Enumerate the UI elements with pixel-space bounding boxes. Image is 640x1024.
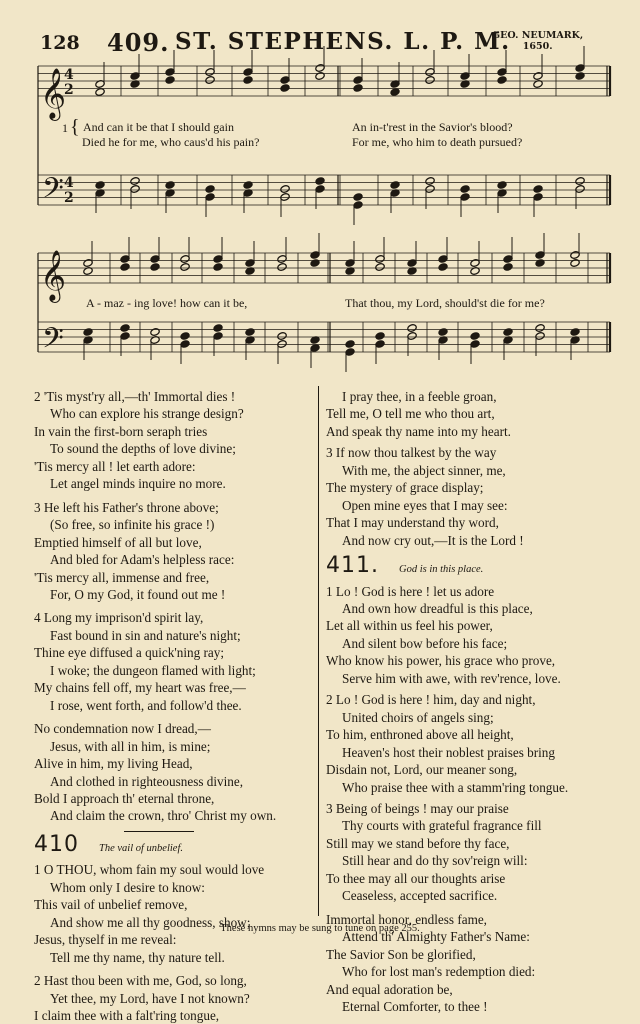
note-head [95, 181, 105, 190]
stanza-line: I rose, went forth, and follow'd thee. [50, 697, 242, 713]
note-head [497, 181, 507, 190]
stanza-first-line: 4 Long my imprison'd spirit lay, [34, 610, 204, 626]
stanza-line: Who for lost man's redemption died: [342, 964, 536, 980]
note-head [353, 84, 363, 93]
note-head [570, 259, 580, 268]
stanza-line: 'Tis mercy all, immense and free, [34, 569, 210, 585]
stanza-line: And clothed in righteousness divine, [50, 773, 244, 789]
stanza-line: Whom only I desire to know: [50, 879, 205, 895]
stanza-line: And bled for Adam's helpless race: [50, 552, 235, 568]
note-head [180, 332, 190, 341]
stanza-line: And now cry out,—It is the Lord ! [342, 532, 524, 548]
note-head [497, 76, 507, 85]
note-head [205, 76, 215, 85]
stanza-line: With me, the abject sinner, me, [342, 462, 506, 478]
stanza-line: Who know his power, his grace who prove, [326, 653, 556, 669]
brace: { [70, 116, 80, 138]
hymn-number: 410 [34, 831, 79, 857]
page-number: 128 [40, 32, 80, 54]
stanza-line: Disdain not, Lord, our meaner song, [326, 762, 518, 778]
note-head [120, 263, 130, 272]
stanza-line: Alive in him, my living Head, [34, 756, 193, 772]
lyric-line: A - maz - ing love! how can it be, [86, 296, 248, 310]
hymn-number: 409. [107, 28, 170, 57]
stanza-line: Tell me thy name, thy nature tell. [50, 949, 225, 965]
composer-year: 1650. [522, 41, 553, 52]
hymn-heading [326, 553, 616, 579]
note-head [277, 332, 287, 341]
hymn-subtitle: God is in this place. [398, 564, 484, 576]
note-head [213, 324, 223, 333]
tune-title: ST. STEPHENS. L. P. M. [175, 28, 511, 55]
stanza-first-line: 3 He left his Father's throne above; [34, 499, 219, 515]
stanza-line: Let angel minds inquire no more. [50, 476, 226, 492]
stanza-line: Who can explore his strange design? [50, 406, 244, 422]
time-signature: 4 [64, 175, 74, 191]
stanza-line: Jesus, with all in him, is mine; [50, 738, 211, 754]
hymn-number: 411. [326, 553, 379, 579]
note-head [345, 340, 355, 349]
music-score [0, 0, 640, 380]
note-head [503, 328, 513, 337]
stanza-line: Thy courts with grateful fragrance fill [342, 818, 542, 834]
note-head [120, 324, 130, 333]
note-head [535, 259, 545, 268]
note-head [470, 332, 480, 341]
note-head [438, 328, 448, 337]
stanza-line: (So free, so infinite his grace !) [50, 517, 215, 533]
hymn-heading [34, 831, 314, 857]
note-head [575, 177, 585, 186]
stanza-line: To thee may all our thoughts arise [326, 870, 506, 886]
treble-clef-icon: 𝄞 [40, 250, 67, 301]
stanza-first-line: No condemnation now I dread,— [34, 721, 211, 737]
right-column [326, 388, 616, 1015]
stanza-line: In vain the first-born seraph tries [34, 423, 208, 439]
note-head [150, 328, 160, 337]
stanza-line: Serve him with awe, with rev'rence, love. [342, 670, 561, 686]
stanza-line: United choirs of angels sing; [342, 709, 494, 725]
lyric-line: An in-t'rest in the Savior's blood? [352, 120, 513, 134]
note-head [575, 72, 585, 81]
stanza-line: Who praise thee with a stamm'ring tongue. [342, 779, 569, 795]
stanza-line: The Savior Son be glorified, [326, 946, 476, 962]
stanza-number: 1 [62, 121, 68, 135]
time-signature: 2 [64, 82, 74, 98]
lyric-line: And can it be that I should gain [83, 120, 234, 134]
stanza-line: Bold I approach th' eternal throne, [34, 790, 215, 806]
note-head [533, 185, 543, 194]
stanza-line: Eternal Comforter, to thee ! [342, 998, 488, 1014]
note-head [315, 72, 325, 81]
note-head [213, 263, 223, 272]
stanza-first-line: 2 'Tis myst'ry all,—th' Immortal dies ! [34, 389, 236, 404]
stanza-line: I woke; the dungeon flamed with light; [50, 662, 256, 678]
stanza-line: Attend th' Almighty Father's Name: [342, 929, 530, 945]
stanza-first-line: 1 O THOU, whom fain my soul would love [34, 862, 265, 878]
time-signature: 2 [64, 190, 74, 206]
note-head [425, 76, 435, 85]
note-head [165, 181, 175, 190]
lyric-line: That thou, my Lord, should'st die for me? [345, 296, 545, 310]
stanza-line: And silent bow before his face; [342, 635, 508, 651]
stanza-line: And own how dreadful is this place, [342, 600, 533, 616]
composer-name: GEO. NEUMARK, [492, 30, 584, 41]
stanza-line: And speak thy name into my heart. [326, 423, 511, 439]
note-head [353, 193, 363, 202]
stanza-line: Still may we stand before thy face, [326, 835, 510, 851]
stanza-line: 'Tis mercy all ! let earth adore: [34, 458, 196, 474]
stanza-first-line: I pray thee, in a feeble groan, [342, 389, 497, 404]
stanza-line: This vail of unbelief remove, [34, 897, 188, 913]
note-head [503, 263, 513, 272]
note-head [535, 324, 545, 333]
stanza-line: Heaven's host their noblest praises bring [342, 744, 555, 760]
note-head [280, 84, 290, 93]
note-head [438, 263, 448, 272]
footer-note: These hymns may be sung to tune on page 255. [220, 923, 420, 934]
note-head [150, 263, 160, 272]
note-head [315, 177, 325, 186]
bass-clef-icon: 𝄢 [42, 172, 64, 212]
stanza-line: For, O my God, it found out me ! [50, 586, 226, 602]
hymn-subtitle: The vail of unbelief. [99, 842, 183, 854]
stanza-first-line: 2 Hast thou been with me, God, so long, [34, 973, 247, 989]
lyric-line: For me, who him to death pursued? [352, 135, 523, 149]
note-head [390, 88, 400, 97]
stanza-line: To him, enthroned above all height, [326, 727, 514, 743]
note-head [243, 76, 253, 85]
stanza-line: Yet thee, my Lord, have I not known? [50, 990, 250, 1006]
note-head [83, 328, 93, 337]
stanza-first-line: 2 Lo ! God is here ! him, day and night, [326, 692, 536, 708]
stanza-line: Jesus, thyself in me reveal: [34, 932, 177, 948]
note-head [375, 263, 385, 272]
lyric-line: Died he for me, who caus'd his pain? [82, 135, 260, 149]
note-head [390, 181, 400, 190]
stanza-line: Let all within us feel his power, [326, 618, 493, 634]
note-head [280, 185, 290, 194]
note-head [277, 263, 287, 272]
column-divider [318, 386, 319, 916]
stanza-line: The mystery of grace display; [326, 480, 484, 496]
stanza-line: Open mine eyes that I may see: [342, 497, 508, 513]
note-head [165, 76, 175, 85]
stanza-line: Thine eye diffused a quick'ning ray; [34, 645, 224, 661]
note-head [245, 328, 255, 337]
stanza-line: And claim the crown, thro' Christ my own. [50, 808, 277, 824]
note-head [460, 185, 470, 194]
stanza-first-line: 3 Being of beings ! may our praise [326, 800, 509, 816]
stanza-line: I claim thee with a falt'ring tongue, [34, 1007, 220, 1023]
stanza-first-line: 3 If now thou talkest by the way [326, 445, 497, 461]
stanza-line: Tell me, O tell me who thou art, [326, 406, 495, 422]
stanza-line: That I may understand thy word, [326, 515, 499, 531]
divider-rule [124, 831, 194, 832]
stanza-first-line: Immortal honor, endless fame, [326, 911, 487, 927]
note-head [130, 177, 140, 186]
stanza-line: And equal adoration be, [326, 981, 453, 997]
time-signature: 4 [64, 67, 74, 83]
bass-clef-icon: 𝄢 [42, 322, 64, 362]
stanza-line: To sound the depths of love divine; [50, 441, 236, 457]
note-head [310, 259, 320, 268]
note-head [375, 332, 385, 341]
stanza-line: Fast bound in sin and nature's night; [50, 627, 241, 643]
note-head [180, 263, 190, 272]
note-head [205, 185, 215, 194]
stanza-line: And show me all thy goodness, show; [50, 914, 251, 930]
treble-clef-icon: 𝄞 [40, 68, 67, 119]
note-head [95, 88, 105, 97]
stanza-line: My chains fell off, my heart was free,— [34, 680, 246, 696]
note-head [425, 177, 435, 186]
stanza-line: Ceaseless, accepted sacrifice. [342, 888, 498, 904]
stanza-line: Still hear and do thy sov'reign will: [342, 853, 528, 869]
note-head [570, 328, 580, 337]
stanza-line: Emptied himself of all but love, [34, 534, 202, 550]
clefs [40, 67, 74, 362]
stanza-first-line: 1 Lo ! God is here ! let us adore [326, 583, 495, 599]
note-head [243, 181, 253, 190]
note-head [407, 324, 417, 333]
